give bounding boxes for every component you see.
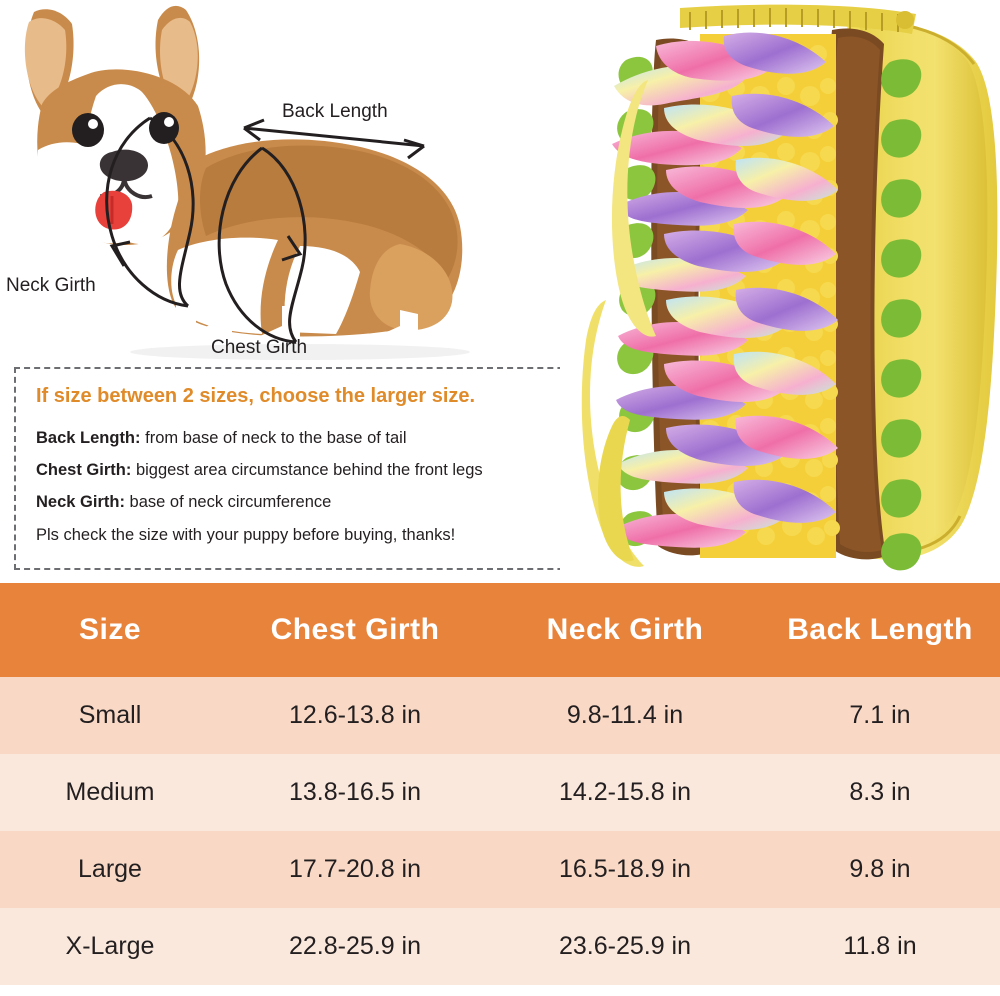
cell-neck: 16.5-18.9 in <box>490 831 760 908</box>
size-table <box>0 583 1000 985</box>
label-back-length: Back Length <box>282 101 388 122</box>
size-table-body <box>0 677 1000 985</box>
size-table-head <box>0 583 1000 677</box>
note-headline: If size between 2 sizes, choose the larger size. <box>36 385 476 407</box>
cell-neck: 9.8-11.4 in <box>490 677 760 754</box>
corgi-illustration-icon <box>0 0 560 370</box>
product-photo <box>560 0 1000 583</box>
cell-size: Small <box>0 677 220 754</box>
cell-size: X-Large <box>0 908 220 985</box>
taco-snuffle-mat-illustration-icon <box>560 0 1000 583</box>
sizing-note-box <box>14 367 654 570</box>
note-line-neck-girth <box>36 493 331 512</box>
cell-size: Large <box>0 831 220 908</box>
cell-neck: 23.6-25.9 in <box>490 908 760 985</box>
note-value-neck-girth: base of neck circumference <box>129 493 332 511</box>
label-chest-girth: Chest Girth <box>211 337 308 358</box>
note-key-chest-girth: Chest Girth: <box>36 461 132 479</box>
cell-chest: 17.7-20.8 in <box>220 831 490 908</box>
note-footer: Pls check the size with your puppy before buying, thanks! <box>36 526 456 544</box>
cell-back: 11.8 in <box>760 908 1000 985</box>
note-value-chest-girth: biggest area circumstance behind the front legs <box>135 461 483 479</box>
cell-size: Medium <box>0 754 220 831</box>
table-row <box>0 754 1000 831</box>
table-row <box>0 677 1000 754</box>
note-line-chest-girth <box>36 461 483 480</box>
table-row <box>0 831 1000 908</box>
column-header-back-length: Back Length <box>787 613 973 646</box>
table-row <box>0 908 1000 985</box>
note-key-neck-girth: Neck Girth: <box>36 493 125 511</box>
table-header-row <box>0 583 1000 677</box>
column-header-neck-girth: Neck Girth <box>546 613 704 646</box>
dog-measurement-diagram <box>0 0 560 370</box>
cell-chest: 13.8-16.5 in <box>220 754 490 831</box>
note-key-back-length: Back Length: <box>36 429 141 447</box>
cell-back: 8.3 in <box>760 754 1000 831</box>
label-neck-girth: Neck Girth <box>6 275 96 296</box>
cell-back: 9.8 in <box>760 831 1000 908</box>
cell-chest: 12.6-13.8 in <box>220 677 490 754</box>
cell-neck: 14.2-15.8 in <box>490 754 760 831</box>
column-header-chest-girth: Chest Girth <box>270 613 440 646</box>
note-value-back-length: from base of neck to the base of tail <box>145 429 407 447</box>
note-line-back-length <box>36 429 407 448</box>
cell-chest: 22.8-25.9 in <box>220 908 490 985</box>
cell-back: 7.1 in <box>760 677 1000 754</box>
column-header-size: Size <box>78 613 142 646</box>
